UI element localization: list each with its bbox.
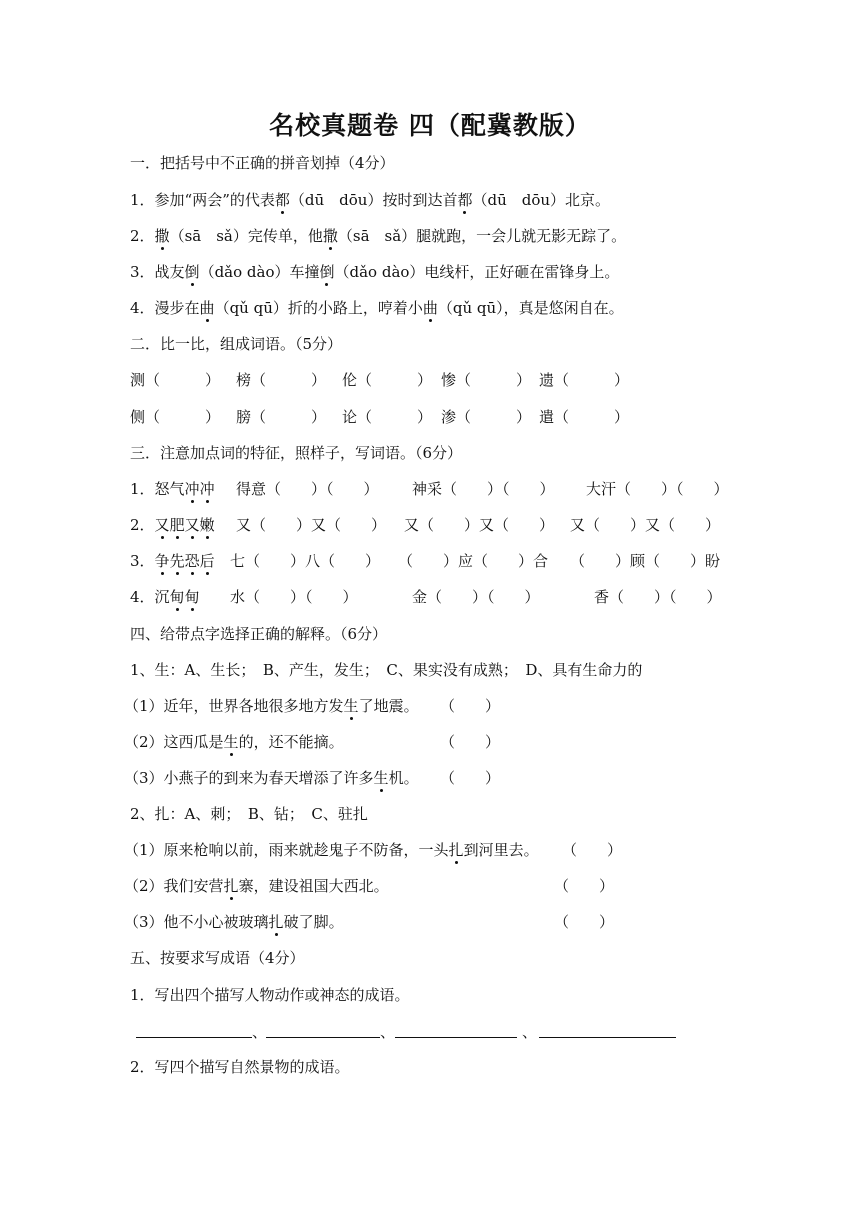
section-1-header: 一．把括号中不正确的拼音划掉（4分） (130, 154, 395, 172)
s3-r1-item: 神采（ ）（ ） (412, 480, 555, 498)
s3-r2-item: 又（ ）又（ ） (236, 516, 387, 534)
s3-r2-item: 又（ ）又（ ） (404, 516, 555, 534)
blank-separator: 、 (252, 1023, 268, 1041)
answer-blank[interactable] (395, 1037, 517, 1038)
s2-row1-cell: 伦（ ） (342, 371, 433, 389)
s5-question-2: 2．写四个描写自然景物的成语。 (130, 1058, 350, 1076)
s2-row2-cell: 论（ ） (342, 408, 433, 426)
s3-r3-item: 七（ ）八（ ） (230, 552, 381, 570)
s4-group-2-options: 2、扎：A、刺； B、钻； C、驻扎 (130, 805, 368, 823)
s4-g1-answer-3[interactable]: （ ） (440, 769, 501, 787)
section-5-header: 五、按要求写成语（4分） (130, 949, 305, 967)
answer-blank[interactable] (136, 1037, 252, 1038)
answer-blank[interactable] (539, 1037, 676, 1038)
s4-g2-item-2: （2）我们安营扎寨，建设祖国大西北。 (124, 877, 389, 895)
s4-g2-item-3: （3）他不小心被玻璃扎破了脚。 (124, 913, 344, 931)
s3-r4-item: 水（ ）（ ） (230, 588, 358, 606)
s2-row2-cell: 遣（ ） (539, 408, 630, 426)
s3-r2-item: 又（ ）又（ ） (570, 516, 721, 534)
blank-separator: 、 (522, 1023, 538, 1041)
s3-example-1: 1．怒气冲冲 (130, 480, 215, 498)
section-4-header: 四、给带点字选择正确的解释。（6分） (130, 625, 388, 643)
s4-g1-item-3: （3）小燕子的到来为春天增添了许多生机。 (124, 769, 419, 787)
s3-r3-item: （ ）应（ ）合 (398, 552, 549, 570)
s3-r4-item: 香（ ）（ ） (594, 588, 722, 606)
s4-group-1-options: 1、生：A、生长； B、产生，发生； C、果实没有成熟； D、具有生命力的 (130, 661, 643, 679)
s4-g1-answer-1[interactable]: （ ） (440, 697, 501, 715)
page-title: 名校真题卷 四（配冀教版） (269, 111, 591, 140)
s2-row2-cell: 侧（ ） (130, 408, 221, 426)
blank-separator: 、 (380, 1023, 396, 1041)
section-3-header: 三．注意加点词的特征，照样子，写词语。（6分） (130, 444, 463, 462)
s4-g1-item-2: （2）这西瓜是生的，还不能摘。 (124, 733, 344, 751)
s2-row1-cell: 惨（ ） (441, 371, 532, 389)
s3-example-2: 2．又肥又嫩 (130, 516, 215, 534)
s4-g2-answer-2[interactable]: （ ） (554, 877, 615, 895)
s4-g1-answer-2[interactable]: （ ） (440, 733, 501, 751)
s2-row2-cell: 渗（ ） (441, 408, 532, 426)
s2-row2-cell: 膀（ ） (236, 408, 327, 426)
s3-example-3: 3．争先恐后 (130, 552, 215, 570)
s4-g2-answer-3[interactable]: （ ） (554, 913, 615, 931)
s3-r3-item: （ ）顾（ ）盼 (570, 552, 721, 570)
s3-r1-item: 得意（ ）（ ） (236, 480, 379, 498)
s4-g2-answer-1[interactable]: （ ） (562, 841, 623, 859)
s5-question-1: 1．写出四个描写人物动作或神态的成语。 (130, 986, 410, 1004)
s3-example-4: 4．沉甸甸 (130, 588, 200, 606)
answer-blank[interactable] (266, 1037, 380, 1038)
s4-g1-item-1: （1）近年，世界各地很多地方发生了地震。 (124, 697, 419, 715)
s2-row1-cell: 测（ ） (130, 371, 221, 389)
s1-question-2: 2．撒（sā sǎ）完传单，他撒（sā sǎ）腿就跑，一会儿就无影无踪了。 (130, 227, 627, 245)
s1-question-1: 1．参加“两会”的代表都（dū dōu）按时到达首都（dū dōu）北京。 (130, 191, 611, 209)
s1-question-3: 3．战友倒（dǎo dào）车撞倒（dǎo dào）电线杆，正好砸在雷锋身上。 (130, 263, 620, 281)
s4-g2-item-1: （1）原来枪响以前，雨来就趁鬼子不防备，一头扎到河里去。 (124, 841, 539, 859)
section-2-header: 二．比一比，组成词语。（5分） (130, 335, 343, 353)
s2-row1-cell: 榜（ ） (236, 371, 327, 389)
s3-r4-item: 金（ ）（ ） (412, 588, 540, 606)
s1-question-4: 4．漫步在曲（qǔ qū）折的小路上，哼着小曲（qǔ qū），真是悠闲自在。 (130, 299, 624, 317)
s3-r1-item: 大汗（ ）（ ） (586, 480, 729, 498)
s2-row1-cell: 遗（ ） (539, 371, 630, 389)
